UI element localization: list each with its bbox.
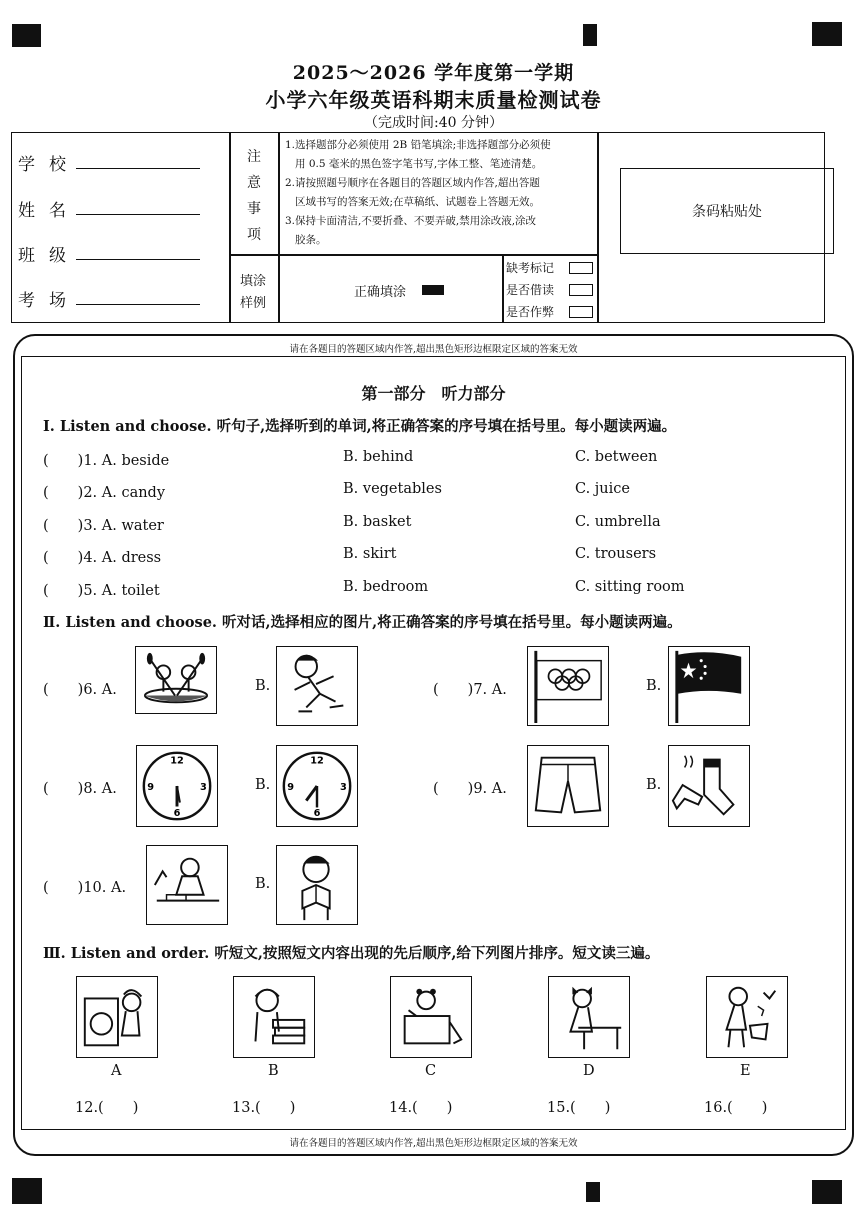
svg-text:12: 12: [170, 755, 184, 767]
svg-text:6: 6: [313, 808, 321, 820]
q7-b-picture-china-flag: [668, 646, 750, 726]
time-note: （完成时间:40 分钟）: [364, 115, 503, 131]
order-picture-e-watering: [706, 976, 788, 1058]
name-field[interactable]: [76, 213, 200, 215]
name-label: 姓名: [18, 201, 80, 221]
order-picture-d-cleaning-table: [548, 976, 630, 1058]
q4-stem[interactable]: ( )4. A. dress: [43, 550, 162, 566]
q10-stem[interactable]: ( )10. A.: [43, 880, 127, 896]
fill-correct-label: 正确填涂: [354, 285, 407, 300]
school-field[interactable]: [76, 167, 200, 169]
note-line: 胶条。: [295, 234, 327, 246]
order-answer-14[interactable]: 14.( ): [389, 1100, 453, 1116]
svg-text:12: 12: [310, 755, 324, 767]
q7-b-label: B.: [646, 678, 662, 694]
room-field[interactable]: [76, 303, 200, 305]
school-label: 学校: [18, 155, 80, 175]
q8-b-picture-clock-seven: [276, 745, 358, 827]
q6-stem[interactable]: ( )6. A.: [43, 682, 117, 698]
q9-a-picture-shorts: [527, 745, 609, 827]
q2-option-c: C. juice: [575, 481, 630, 497]
registration-mark-bottom-left: [12, 1178, 42, 1204]
q3-option-b: B. basket: [343, 514, 412, 530]
q4-option-c: C. trousers: [575, 546, 657, 562]
class-field[interactable]: [76, 258, 200, 260]
q9-b-picture-socks: [668, 745, 750, 827]
cheat-label: 是否作弊: [506, 305, 555, 319]
class-label: 班级: [18, 246, 80, 266]
transfer-checkbox[interactable]: [569, 284, 593, 296]
registration-mark-bottom-center: [586, 1182, 600, 1202]
section-3-heading: Ⅲ. Listen and order. 听短文,按照短文内容出现的先后顺序,给下列图片排序。短文读三遍。: [43, 945, 660, 962]
order-picture-a-washing: [76, 976, 158, 1058]
q6-b-label: B.: [255, 678, 271, 694]
q10-a-picture-doing-homework: [146, 845, 228, 925]
exam-main-title: 小学六年级英语科期末质量检测试卷: [265, 88, 602, 112]
notes-heading-2: 意: [247, 175, 261, 191]
cheat-checkbox[interactable]: [569, 306, 593, 318]
registration-mark-top-right: [812, 22, 842, 46]
q6-b-picture-skating: [276, 646, 358, 726]
registration-mark-top-center: [583, 24, 597, 46]
notes-text: [285, 136, 593, 250]
order-answer-13[interactable]: 13.( ): [232, 1100, 296, 1116]
fill-example-label-2: 样例: [240, 296, 267, 311]
notes-heading-4: 项: [247, 227, 261, 243]
q8-a-picture-clock-six: [136, 745, 218, 827]
q7-a-picture-olympic-flag: [527, 646, 609, 726]
q6-a-picture-rowing: [135, 646, 217, 714]
barcode-area: [620, 168, 834, 254]
fill-correct-sample: [422, 285, 444, 295]
room-label: 考场: [18, 291, 80, 311]
exam-year-title: 2025～2026 学年度第一学期: [292, 62, 575, 84]
svg-text:3: 3: [339, 781, 347, 793]
warning-bottom: 请在各题目的答题区域内作答,超出黑色矩形边框限定区域的答案无效: [289, 1138, 578, 1149]
order-label-d: D: [583, 1063, 595, 1079]
q5-option-c: C. sitting room: [575, 579, 685, 595]
order-answer-15[interactable]: 15.( ): [547, 1100, 611, 1116]
part-title: 第一部分 听力部分: [361, 384, 506, 403]
q8-b-label: B.: [255, 777, 271, 793]
q1-option-c: C. between: [575, 449, 658, 465]
notes-heading-3: 事: [247, 201, 261, 217]
absent-mark-checkbox[interactable]: [569, 262, 593, 274]
barcode-label: 条码粘贴处: [692, 204, 762, 220]
fill-example-label-1: 填涂: [240, 274, 267, 289]
order-label-e: E: [740, 1063, 751, 1079]
q5-option-b: B. bedroom: [343, 579, 429, 595]
order-label-b: B: [268, 1063, 279, 1079]
note-line: 1.选择题部分必须使用 2B 铅笔填涂;非选择题部分必须使: [285, 139, 551, 151]
section-1-heading: Ⅰ. Listen and choose. 听句子,选择听到的单词,将正确答案的序号填在括号里。每小题读两遍。: [43, 418, 677, 435]
note-line: 用 0.5 毫米的黑色签字笔书写,字体工整、笔迹清楚。: [295, 158, 543, 170]
q3-option-c: C. umbrella: [575, 514, 661, 530]
order-picture-b-books: [233, 976, 315, 1058]
svg-text:9: 9: [147, 781, 155, 793]
q9-b-label: B.: [646, 777, 662, 793]
order-answer-12[interactable]: 12.( ): [75, 1100, 139, 1116]
transfer-label: 是否借读: [506, 283, 555, 297]
q2-option-b: B. vegetables: [343, 481, 442, 497]
registration-mark-top-left: [12, 24, 41, 47]
notes-heading-1: 注: [247, 149, 261, 165]
svg-text:6: 6: [173, 808, 181, 820]
svg-text:9: 9: [287, 781, 295, 793]
q10-b-label: B.: [255, 876, 271, 892]
warning-top: 请在各题目的答题区域内作答,超出黑色矩形边框限定区域的答案无效: [289, 344, 578, 355]
order-answer-16[interactable]: 16.( ): [704, 1100, 768, 1116]
section-2-heading: Ⅱ. Listen and choose. 听对话,选择相应的图片,将正确答案的序号填在括号里。每小题读两遍。: [43, 614, 682, 631]
note-line: 2.请按照题号顺序在各题目的答题区域内作答,超出答题: [285, 177, 540, 189]
registration-mark-bottom-right: [812, 1180, 842, 1204]
q9-stem[interactable]: ( )9. A.: [433, 781, 507, 797]
q7-stem[interactable]: ( )7. A.: [433, 682, 507, 698]
q5-stem[interactable]: ( )5. A. toilet: [43, 583, 160, 599]
q10-b-picture-reading: [276, 845, 358, 925]
note-line: 区域书写的答案无效;在草稿纸、试题卷上答题无效。: [295, 196, 541, 208]
q2-stem[interactable]: ( )2. A. candy: [43, 485, 166, 501]
q8-stem[interactable]: ( )8. A.: [43, 781, 117, 797]
q1-option-b: B. behind: [343, 449, 414, 465]
order-label-c: C: [425, 1063, 437, 1079]
order-label-a: A: [111, 1063, 122, 1079]
svg-text:3: 3: [199, 781, 207, 793]
q4-option-b: B. skirt: [343, 546, 397, 562]
absent-mark-label: 缺考标记: [506, 261, 555, 275]
q1-stem[interactable]: ( )1. A. beside: [43, 453, 170, 469]
q3-stem[interactable]: ( )3. A. water: [43, 518, 164, 534]
order-picture-c-toy-box: [390, 976, 472, 1058]
note-line: 3.保持卡面清洁,不要折叠、不要弄破,禁用涂改液,涂改: [285, 215, 537, 227]
